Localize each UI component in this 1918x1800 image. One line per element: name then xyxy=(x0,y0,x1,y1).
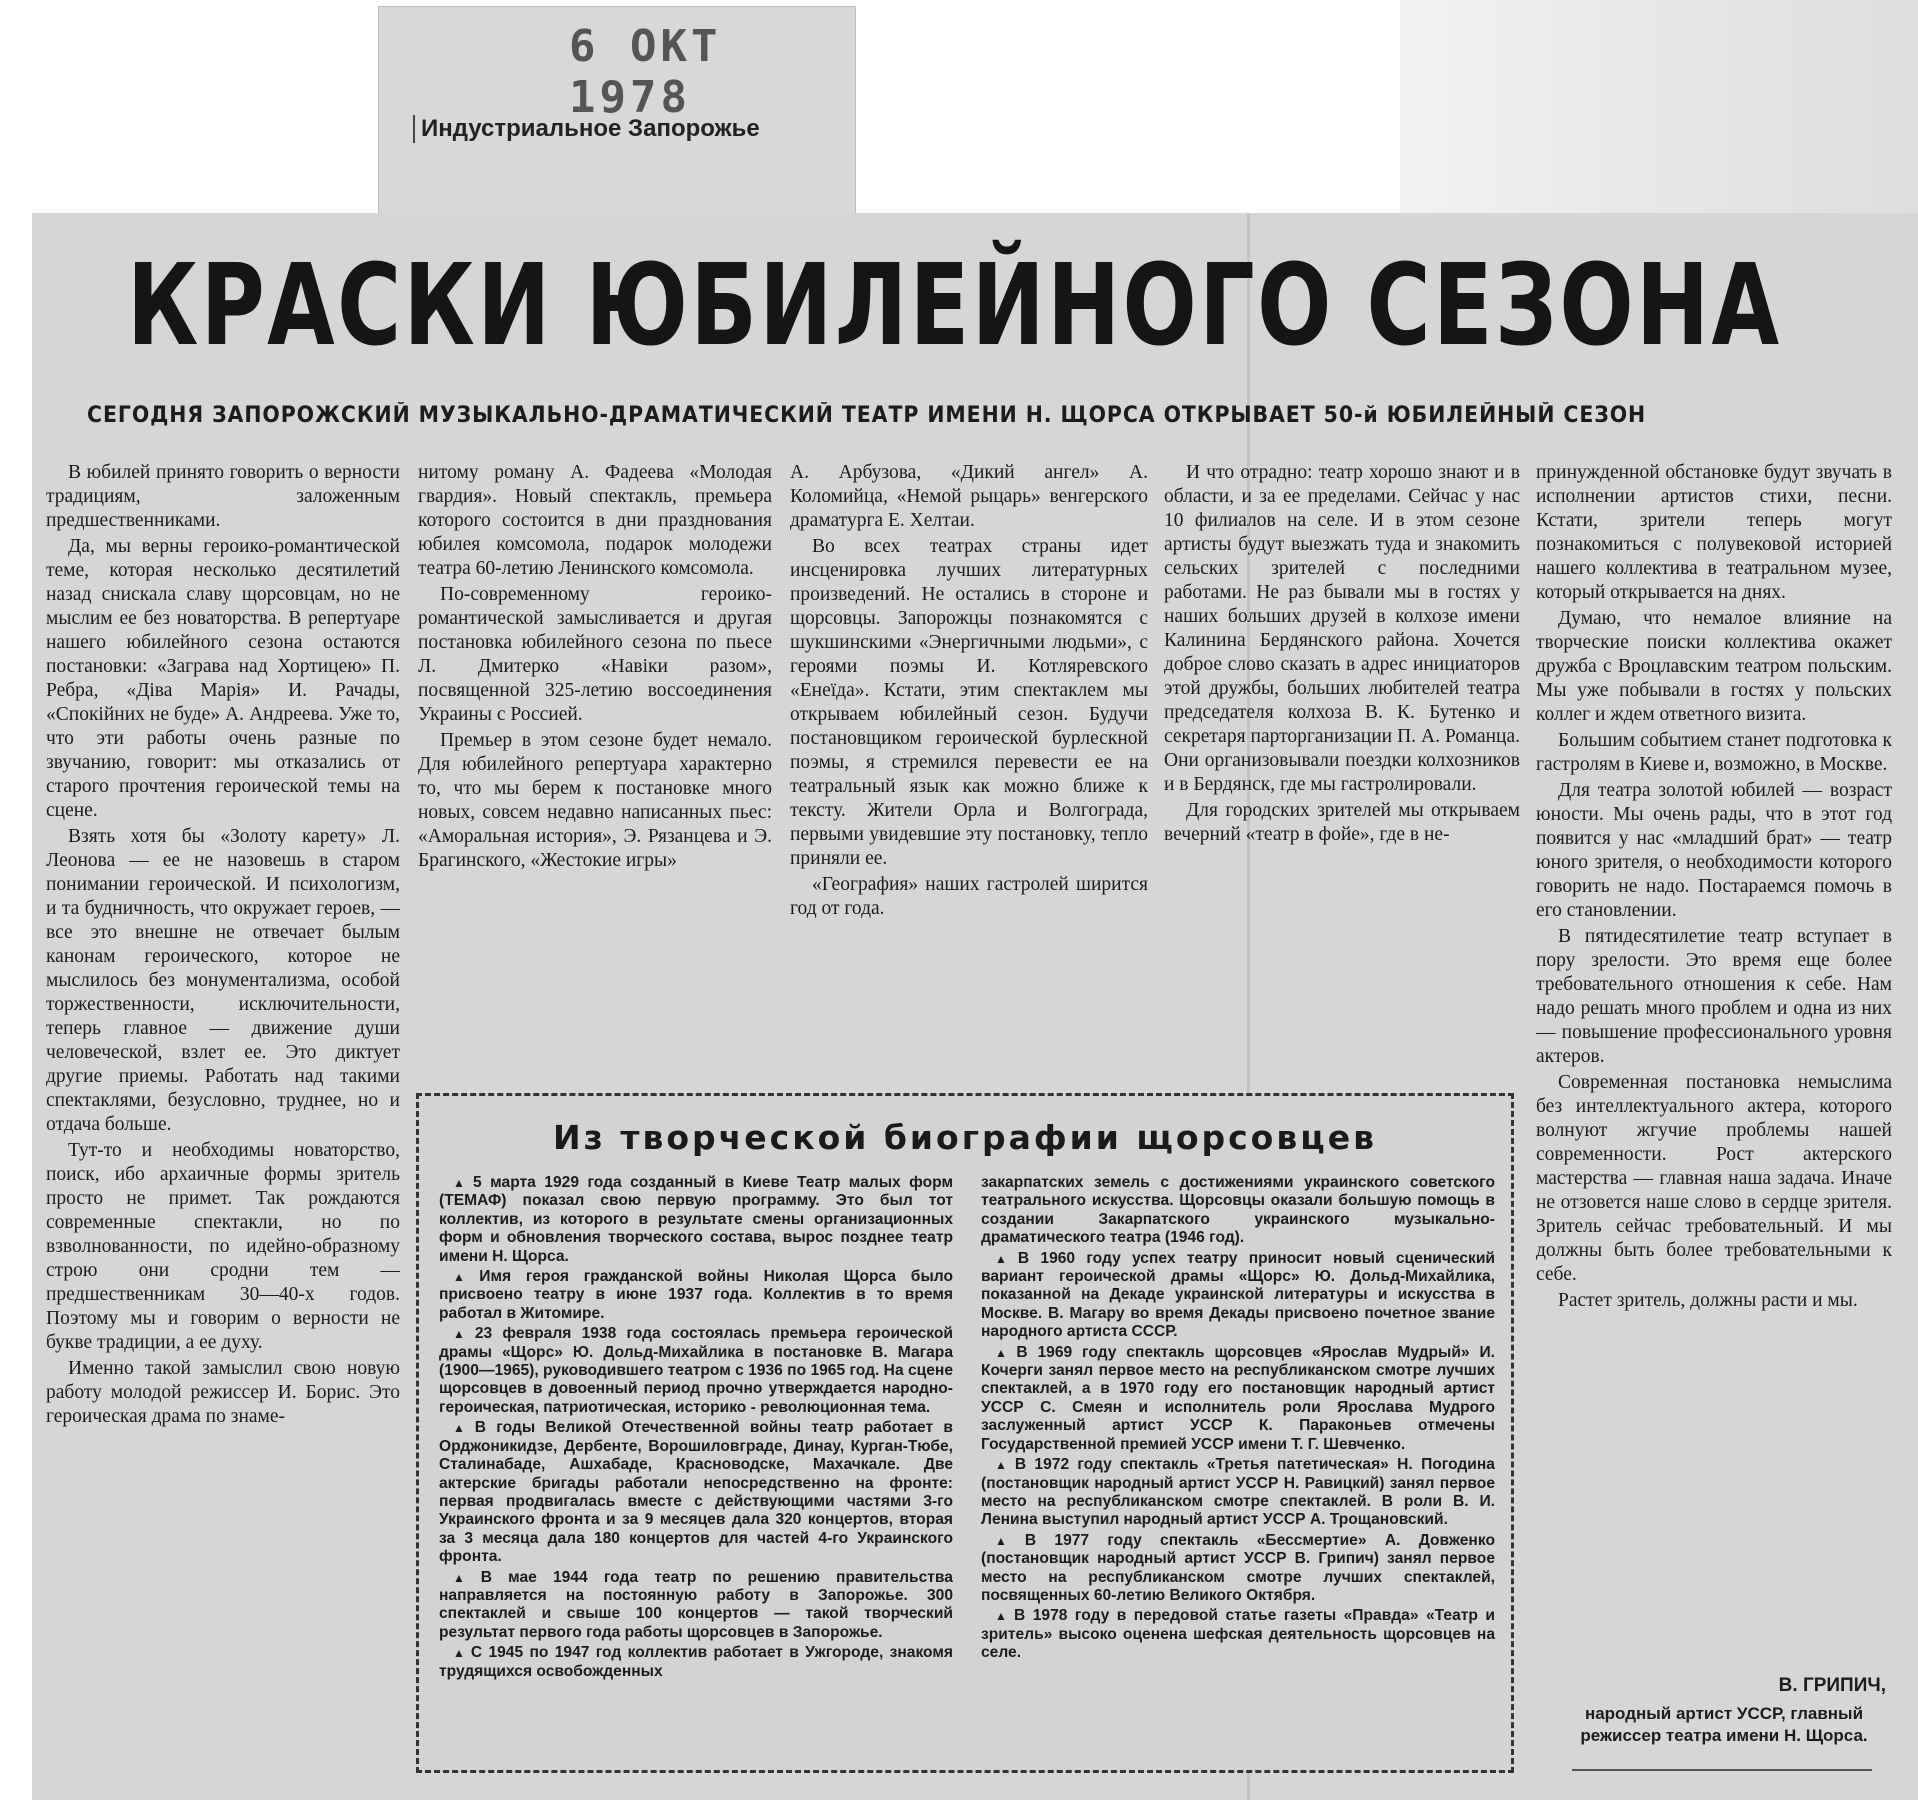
triangle-bullet-icon: ▲ xyxy=(453,1646,467,1661)
paragraph: принужденной обстановке будут звучать в исполнении артистов стихи, песни. Кстати, зрители теперь могут познакомиться с полувековой историей нашего коллектива в театральном музее, который открывается на днях. xyxy=(1536,462,1892,603)
newspaper-name: Индустриальное Запорожье xyxy=(413,115,760,143)
author-signature xyxy=(1562,1675,1886,1747)
triangle-bullet-icon: ▲ xyxy=(453,1176,470,1190)
biography-column-left xyxy=(439,1174,953,1683)
biography-entry-text: В 1972 году спектакль «Третья патетическая» Н. Погодина (постановщик народный артист УССР Н. Равицкий) занял первое место на республиканском смотре спектаклей. В роли В. И. Ленина выступил народный артист УССР А. Трощановский. xyxy=(981,1456,1495,1529)
article-clipping xyxy=(32,213,1918,1800)
biography-entry xyxy=(439,1268,953,1323)
biography-entry xyxy=(981,1344,1495,1454)
paragraph: А. Арбузова, «Дикий ангел» А. Коломийца, «Немой рыцарь» венгерского драматурга Е. Хелтаи. xyxy=(790,462,1148,531)
biography-entry xyxy=(981,1250,1495,1342)
paragraph: нитому роману А. Фадеева «Молодая гвардия». Новый спектакль, премьера которого состоится в дни празднования юбилея комсомола, подарок молодежи театра 60-летию Ленинского комсомола. xyxy=(418,462,772,579)
biography-entry-text: В 1978 году в передовой статье газеты «Правда» «Театр и зритель» высоко оценена шефская деятельность щорсовцев на селе. xyxy=(981,1607,1495,1662)
paragraph: Растет зритель, должны расти и мы. xyxy=(1558,1290,1858,1311)
biography-entry-text: 5 марта 1929 года созданный в Киеве Театр малых форм (ТЕМАФ) показал свою первую программу. Это был тот коллектив, из которого в результате смены организационных форм и обновления творческого состава, вырос позднее театр имени Н. Щорса. xyxy=(439,1174,953,1265)
triangle-bullet-icon: ▲ xyxy=(453,1570,477,1585)
paragraph: Именно такой замыслил свою новую работу молодой режиссер И. Борис. Это героическая драма по знаме- xyxy=(46,1358,400,1427)
biography-entry xyxy=(439,1419,953,1566)
biography-entry-text: закарпатских земель с достижениями украинского советского театрального искусства. Щорсовцы оказали большую помощь в создании Закарпатского украинского музыкально-драматического театра (1946 год). xyxy=(981,1174,1495,1247)
paragraph: Большим событием станет подготовка к гастролям в Киеве и, возможно, в Москве. xyxy=(1536,730,1892,775)
text-column-4 xyxy=(1164,461,1520,1046)
paragraph: Для театра золотой юбилей — возраст юности. Мы очень рады, что в этот год появится у нас «младший брат» — театр юного зрителя, о необходимости которого говорить не надо. Постараемся помочь в его становлении. xyxy=(1536,780,1892,921)
paragraph: И что отрадно: театр хорошо знают и в области, и за ее пределами. Сейчас у нас 10 филиалов на селе. И в этом сезоне артисты будут выезжать туда и знакомить сельских зрителей с последними работами. Не раз бывали мы в гостях у наших больших друзей в колхозе имени Калинина Бердянского района. Хочется доброе слово сказать в адрес инициаторов этой дружбы, больших любителей театра председателя колхоза В. К. Бутенко и секретаря парторганизации П. А. Романца. Они организовывали поездки колхозников и в Бердянск, где мы гастролировали. xyxy=(1164,462,1520,795)
biography-entry-text: 23 февраля 1938 года состоялась премьера героической драмы «Щорс» Ю. Дольд-Михайлика в постановке В. Магара (1900—1965), руководившего театром с 1936 по 1965 год. На сцене щорсовцев в довоенный период прочно утверждается народно-героическая, патриотическая, историко - революционная тема. xyxy=(439,1325,953,1416)
paragraph: Премьер в этом сезоне будет немало. Для юбилейного репертуара характерно то, что мы берем к постановке много новых, совсем недавно написанных пьес: «Аморальная история», Э. Рязанцева и Э. Брагинского, «Жестокие игры» xyxy=(418,730,772,871)
article-subheadline: СЕГОДНЯ ЗАПОРОЖСКИЙ МУЗЫКАЛЬНО-ДРАМАТИЧЕСКИЙ ТЕАТР ИМЕНИ Н. ЩОРСА ОТКРЫВАЕТ 50-й ЮБИЛЕЙНЫЙ СЕЗОН xyxy=(87,403,1647,428)
biography-column-right xyxy=(981,1174,1495,1665)
text-column-5 xyxy=(1536,461,1892,1791)
triangle-bullet-icon: ▲ xyxy=(453,1270,476,1285)
triangle-bullet-icon: ▲ xyxy=(453,1327,471,1342)
article-headline: КРАСКИ ЮБИЛЕЙНОГО СЕЗОНА xyxy=(127,241,1782,371)
paragraph: В пятидесятилетие театр вступает в пору зрелости. Это время еще более требовательного отношения к себе. Нам надо решать много проблем и одна из них — повышение профессионального уровня актеров. xyxy=(1536,926,1892,1067)
paragraph: В юбилей принято говорить о верности традициям, заложенным предшественниками. xyxy=(46,462,400,531)
biography-entry xyxy=(439,1569,953,1643)
signature-rule xyxy=(1572,1769,1872,1771)
newspaper-masthead-clip xyxy=(378,6,856,215)
paragraph: Для городских зрителей мы открываем вечерний «театр в фойе», где в не- xyxy=(1164,800,1520,845)
paragraph: Во всех театрах страны идет инсценировка лучших литературных произведений. Не остались в стороне и щорсовцы. Запорожцы познакомятся с шукшинскими «Энергичными людьми», с героями поэмы И. Котляревского «Енеїда». Кстати, этим спектаклем мы открываем юбилейный сезон. Будучи постановщиком героической бурлескной поэмы, я стремился перевести ее на театральный язык как можно ближе к тексту. Жители Орла и Волгограда, первыми увидевшие эту постановку, тепло приняли ее. xyxy=(790,536,1148,869)
triangle-bullet-icon: ▲ xyxy=(453,1421,471,1436)
biography-entry xyxy=(439,1644,953,1681)
biography-entry-text: С 1945 по 1947 год коллектив работает в Ужгороде, знакомя трудящихся освобожденных xyxy=(439,1644,953,1680)
biography-entry-text: В годы Великой Отечественной войны театр работает в Орджоникидзе, Дербенте, Ворошиловграде, Динау, Курган-Тюбе, Сталинабаде, Ашхабаде, Красноводске, Махачкале. Две актерские бригады работали непосредственно на фронте: первая продвигалась вместе с действующими частями 3-го Украинского фронта и за 9 месяцев дала 320 концертов, вторая за 3 месяца дала 180 концертов для частей 4-го Украинского фронта. xyxy=(439,1419,953,1566)
biography-entry xyxy=(981,1174,1495,1248)
author-title: народный артист УССР, главный режиссер театра имени Н. Щорса. xyxy=(1580,1704,1868,1745)
biography-entry xyxy=(439,1174,953,1266)
paragraph: Думаю, что немалое влияние на творческие поиски коллектива окажет дружба с Вроцлавским театром польским. Мы уже побывали в гостях у польских коллег и ждем ответного визита. xyxy=(1536,608,1892,725)
text-column-3 xyxy=(790,461,1148,1046)
triangle-bullet-icon: ▲ xyxy=(995,1251,1014,1266)
biography-entry xyxy=(981,1607,1495,1662)
paragraph: По-современному героико-романтической замысливается и другая постановка юбилейного сезона по пьесе Л. Дмитерко «Навіки разом», посвященной 325-летию воссоединения Украины с Россией. xyxy=(418,584,772,725)
triangle-bullet-icon: ▲ xyxy=(995,1533,1021,1548)
paragraph: Взять хотя бы «Золоту карету» Л. Леонова — ее не назовешь в старом понимании героической. И психологизм, и та будничность, что окружает героев, — все это внешне не отвечает былым канонам героического, которое не мыслилось без монументализма, особой торжественности, исключительности, теперь главное — движение души человеческой, взлет ее. Это диктует другие приемы. Работать над такими спектаклями, безусловно, труднее, но и отдача больше. xyxy=(46,826,400,1135)
biography-entry-text: В 1969 году спектакль щорсовцев «Ярослав Мудрый» И. Кочерги занял первое место на республиканском смотре лучших спектаклей, а в 1970 году его постановщик народный артист УССР С. Смеян и исполнитель роли Ярослава Мудрого заслуженный артист УССР К. Параконьев отмечены Государственной премией УССР имени Т. Г. Шевченко. xyxy=(981,1343,1495,1453)
paragraph: Современная постановка немыслима без интеллектуального актера, которого волнуют жгучие проблемы нашей современности. Рост актерского мастерства — главная наша задача. Иначе не отзовется наше слово в сердце зрителя. Зритель сейчас требовательный. И мы должны быть более требовательными к себе. xyxy=(1536,1072,1892,1285)
text-column-2 xyxy=(418,461,772,1046)
author-name: В. ГРИПИЧ, xyxy=(1778,1675,1886,1696)
date-stamp: 6 ОКТ 1978 xyxy=(569,21,722,123)
biography-box-title: Из творческой биографии щорсовцев xyxy=(553,1118,1377,1157)
biography-sidebar-box xyxy=(416,1093,1514,1773)
paragraph: Да, мы верны героико-романтической теме, которая несколько десятилетий назад снискала славу щорсовцам, но не мыслим ее без новаторства. В репертуаре нашего юбилейного сезона остаются постановки: «Заграва над Хортицею» П. Ребра, «Діва Марія» И. Рачады, «Спокійних не буде» А. Андреева. Уже то, что эти работы очень разные по звучанию, говорит: мы отказались от старого прочтения героической темы на сцене. xyxy=(46,536,400,821)
paragraph: «География» наших гастролей ширится год от года. xyxy=(790,874,1148,919)
biography-entry xyxy=(439,1325,953,1417)
biography-entry xyxy=(981,1456,1495,1530)
biography-entry-text: В 1977 году спектакль «Бессмертие» А. Довженко (постановщик народный артист УССР В. Грипич) занял первое место на республиканском смотре лучших спектаклей, посвященных 60-летию Великого Октября. xyxy=(981,1531,1495,1604)
text-column-1 xyxy=(46,461,400,1791)
biography-entry-text: Имя героя гражданской войны Николая Щорса было присвоено театру в июне 1937 года. Коллектив в то время работал в Житомире. xyxy=(439,1268,953,1322)
paragraph: Тут-то и необходимы новаторство, поиск, ибо архаичные формы зритель просто не примет. Так рождаются современные спектакли, но по взволнованности, по идейно-образному строю они сродни тем — предшественникам 30—40-х годов. Поэтому мы и говорим о верности не букве традиции, а ее духу. xyxy=(46,1140,400,1353)
biography-entry xyxy=(981,1532,1495,1606)
triangle-bullet-icon: ▲ xyxy=(995,1458,1011,1473)
biography-entry-text: В 1960 году успех театру приносит новый сценический вариант героической драмы «Щорс» Ю. Дольд-Михайлика, показанной на Декаде украинской литературы и искусства в Москве. В. Магару во время Декады присвоено почетное звание народного артиста СССР. xyxy=(981,1249,1495,1341)
biography-entry-text: В мае 1944 года театр по решению правительства направляется на постоянную работу в Запорожье. 300 спектаклей и свыше 100 концертов — такой творческий результат первого года работы щорсовцев в Запорожье. xyxy=(439,1568,953,1641)
triangle-bullet-icon: ▲ xyxy=(995,1609,1011,1624)
triangle-bullet-icon: ▲ xyxy=(995,1345,1013,1360)
